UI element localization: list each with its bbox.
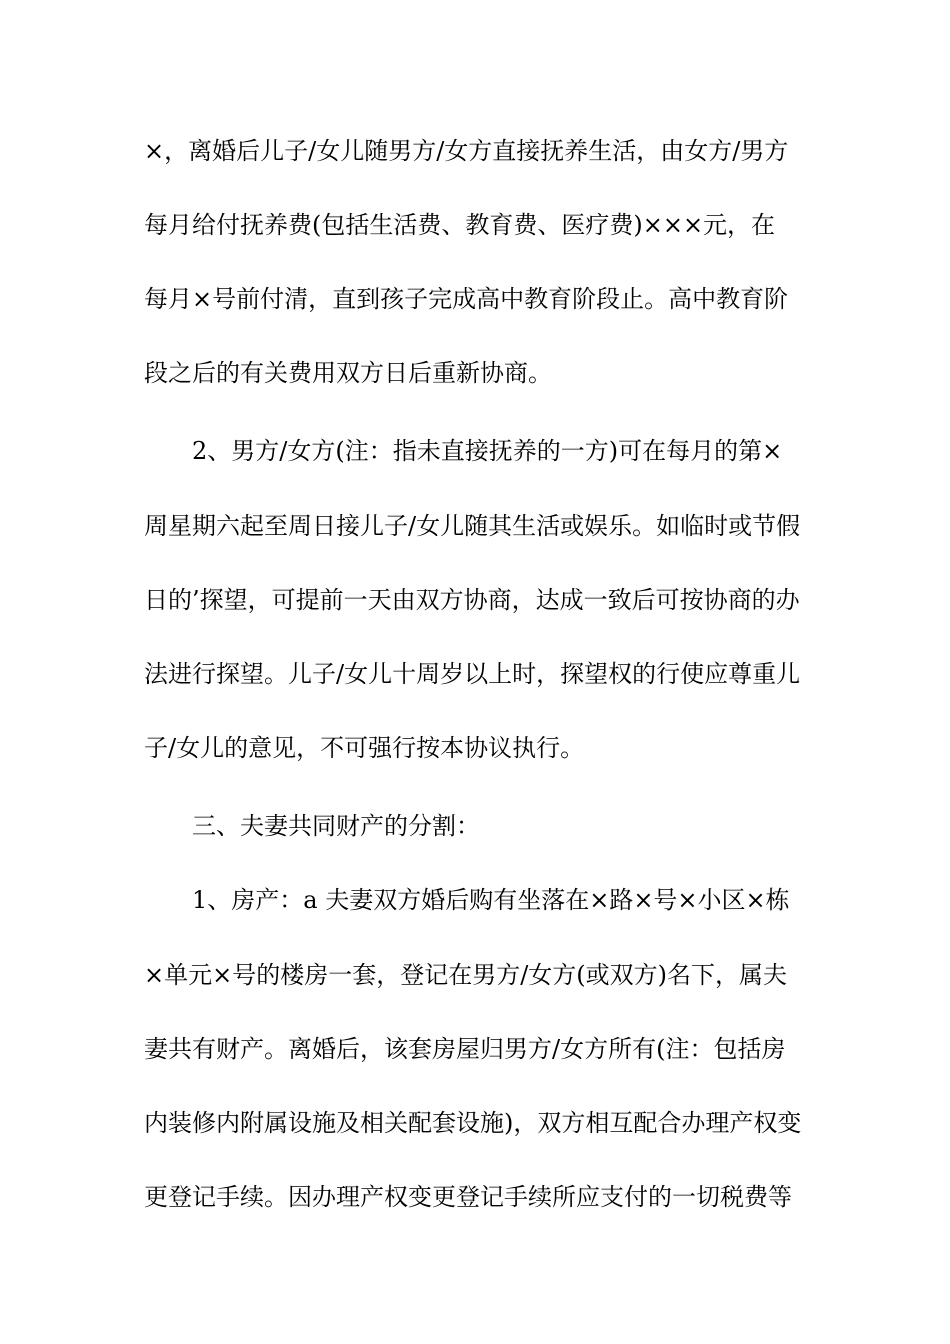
text-line: 每月×号前付清，直到孩子完成高中教育阶段止。高中教育阶 <box>144 285 789 313</box>
text-line: ×单元×号的楼房一套，登记在男方/女方(或双方)名下，属夫 <box>144 961 788 989</box>
text-line: 更登记手续。因办理产权变更登记手续所应支付的一切税费等 <box>144 1183 792 1211</box>
text-line: 妻共有财产。离婚后，该套房屋归男方/女方所有(注：包括房 <box>144 1035 786 1063</box>
text-line: 每月给付抚养费(包括生活费、教育费、医疗费)×××元，在 <box>144 211 776 239</box>
text-line: 内装修内附属设施及相关配套设施)，双方相互配合办理产权变 <box>144 1109 802 1137</box>
text-line: 1、房产：a 夫妻双方婚后购有坐落在×路×号×小区×栋 <box>192 886 790 914</box>
text-line: 2、男方/女方(注：指未直接抚养的一方)可在每月的第× <box>192 437 783 465</box>
text-line: 子/女儿的意见，不可强行按本协议执行。 <box>144 734 585 762</box>
text-line: 周星期六起至周日接儿子/女儿随其生活或娱乐。如临时或节假 <box>144 512 801 540</box>
text-line: 法进行探望。儿子/女儿十周岁以上时，探望权的行使应尊重儿 <box>144 660 801 688</box>
text-line: ×，离婚后儿子/女儿随男方/女方直接抚养生活，由女方/男方 <box>144 137 789 165</box>
section-heading: 三、夫妻共同财产的分割： <box>192 812 480 840</box>
text-line: 日的’探望，可提前一天由双方协商，达成一致后可按协商的办 <box>144 586 800 614</box>
text-line: 段之后的有关费用双方日后重新协商。 <box>144 359 552 387</box>
